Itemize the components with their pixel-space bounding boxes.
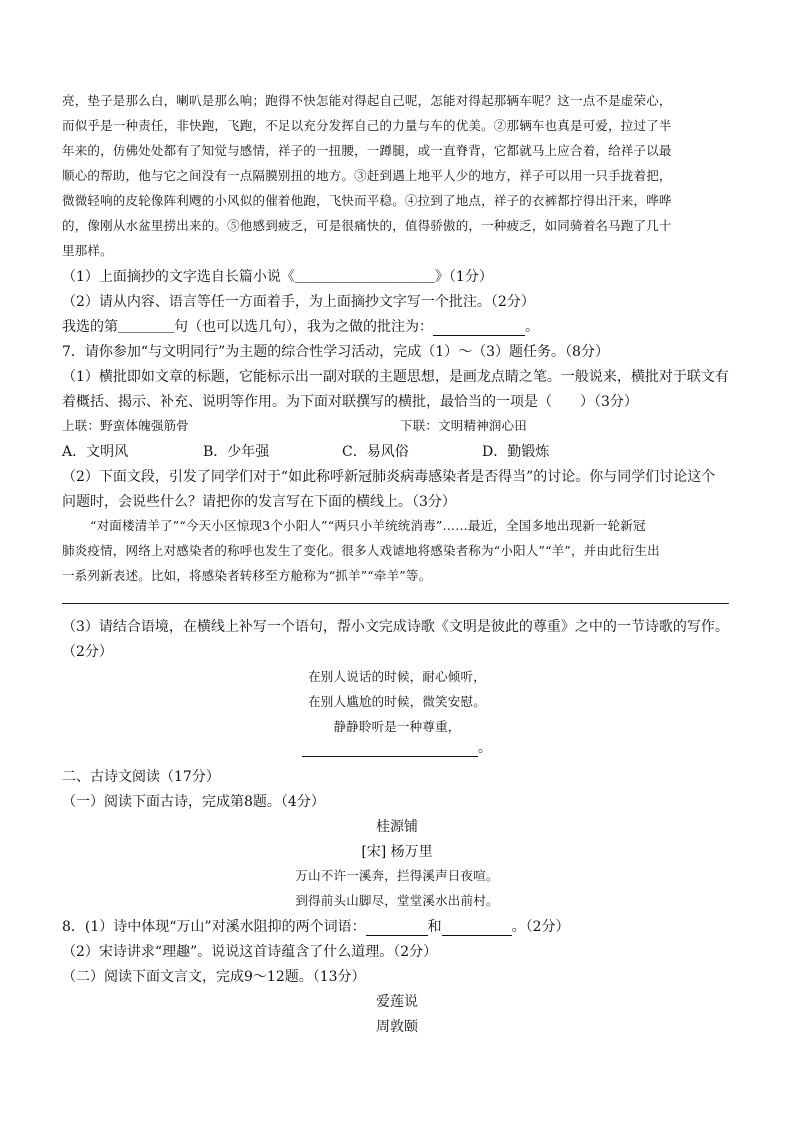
q7-sub2-line2: 问题时，会说些什么？请把你的发言写在下面的横线上。（3分）	[62, 494, 456, 510]
passage-line-3: 年来的，仿佛处处都有了知觉与感情，祥子的一扭腰，一蹲腿，或一直脊背，它都就马上应合着，给祥子以最	[62, 143, 672, 158]
passage-line-5: 微微轻响的皮轮像阵利飕的小风似的催着他跑，飞快而平稳。④拉到了地点，祥子的衣裤都拧得出汗来，哗哗	[62, 193, 672, 208]
couplet-up: 上联：野蛮体魄强筋骨	[62, 418, 190, 433]
q8-sub1-score: 。（2分）	[511, 919, 570, 935]
q8-sub1-and: 和	[427, 919, 442, 935]
q7-sub2-line1: （2）下面文段，引发了同学们对于“如此称呼新冠肺炎病毒感染者是否得当”的讨论。你与同学们讨论这个	[62, 469, 716, 485]
q7-sub3-line1: （3）请结合语境，在横线上补写一个语句，帮小文完成诗歌《文明是彼此的尊重》之中的一节诗歌的写作。	[62, 619, 729, 635]
poem-blank-end: 。	[478, 740, 492, 756]
section2-title: 二、古诗文阅读（17分）	[62, 769, 220, 785]
q6-sub2: （2）请从内容、语言等任一方面着手，为上面摘抄文字写一个批注。（2分）	[62, 294, 535, 310]
essay-title: 爱莲说	[376, 994, 418, 1010]
q6-annotation-blank[interactable]	[433, 321, 525, 336]
q8-sub1	[62, 916, 570, 936]
couplet-down: 下联：文明精神润心田	[400, 418, 528, 433]
q8-blank-2[interactable]	[442, 921, 512, 936]
section2-part2: （二）阅读下面文言文，完成9～12题。（13分）	[62, 969, 366, 985]
poem-author: [宋] 杨万里	[361, 844, 433, 860]
poem-blank-line	[302, 737, 492, 757]
poem-line-3: 静静聆听是一种尊重，	[333, 719, 461, 734]
section2-part1: （一）阅读下面古诗，完成第8题。（4分）	[62, 794, 325, 810]
poem-blank[interactable]	[302, 742, 478, 757]
poem-title: 桂源铺	[376, 819, 418, 835]
option-b[interactable]: B．少年强	[203, 444, 270, 460]
q7-text-line-1: “对面楼清羊了”“今天小区惊现3个小阳人”“两只小羊统统消毒”……最近，全国多地出现新一轮新冠	[90, 518, 646, 533]
q7-title: 7．请你参加“与文明同行”为主题的综合性学习活动，完成（1）～（3）题任务。（8分）	[62, 344, 609, 360]
q7-sub3-line2: （2分）	[62, 644, 113, 660]
option-a[interactable]: A．文明风	[62, 444, 129, 460]
q7-text-line-3: 一系列新表述。比如，将感染者转移至方舱称为“抓羊”“牵羊”等。	[62, 568, 432, 583]
q6-sub2-answer-line	[62, 316, 539, 336]
passage-line-7: 里那样。	[62, 243, 113, 258]
option-d[interactable]: D．勤锻炼	[482, 444, 550, 460]
q6-sub2-end: 。	[525, 319, 539, 335]
ancient-poem-line-2: 到得前头山脚尽，堂堂溪水出前村。	[295, 893, 499, 908]
q6-sub2-answer-prompt: 我选的第＿＿＿＿句（也可以选几句），我为之做的批注为：	[62, 319, 433, 335]
q7-answer-line[interactable]	[62, 603, 729, 604]
passage-line-1: 亮，垫子是那么白，喇叭是那么响；跑得不快怎能对得起自己呢，怎能对得起那辆车呢？这一点不是虚荣心，	[62, 93, 672, 108]
q7-text-line-2: 肺炎疫情，网络上对感染者的称呼也发生了变化。很多人戏谑地将感染者称为“小阳人”“羊”，并由此衍生出	[62, 543, 660, 558]
passage-line-6: 的，像刚从水盆里捞出来的。⑤他感到疲乏，可是很痛快的，值得骄傲的，一种疲乏，如同骑着名马跑了几十	[62, 218, 672, 233]
essay-author: 周敦颐	[376, 1019, 418, 1035]
poem-line-1: 在别人说话的时候，耐心倾听，	[308, 669, 486, 684]
q7-sub1-line1: （1）横批即如文章的标题，它能标示出一副对联的主题思想，是画龙点睛之笔。一般说来，横批对于联文有	[62, 369, 729, 385]
passage-line-2: 而似乎是一种责任，非快跑，飞跑，不足以充分发挥自己的力量与车的优美。②那辆车也真是可爱，拉过了半	[62, 118, 672, 133]
ancient-poem-line-1: 万山不许一溪奔，拦得溪声日夜喧。	[295, 868, 499, 883]
passage-line-4: 顺心的帮助，他与它之间没有一点隔膜别扭的地方。③赶到遇上地平人少的地方，祥子可以用一只手拢着把，	[62, 168, 672, 183]
q6-sub1: （1）上面摘抄的文字选自长篇小说《＿＿＿＿＿＿＿＿＿＿》（1分）	[62, 269, 493, 285]
q7-sub1-line2: 着概括、揭示、补充、说明等作用。为下面对联撰写的横批，最恰当的一项是（ ）（3分）	[62, 394, 638, 410]
q8-sub1-prompt: 8．(1）诗中体现“万山”对溪水阻抑的两个词语：	[62, 919, 366, 935]
poem-line-2: 在别人尴尬的时候，微笑安慰。	[308, 694, 486, 709]
option-c[interactable]: C．易风俗	[342, 444, 409, 460]
q8-blank-1[interactable]	[366, 921, 428, 936]
q8-sub2: （2）宋诗讲求“理趣”。说说这首诗蕴含了什么道理。（2分）	[62, 944, 438, 960]
